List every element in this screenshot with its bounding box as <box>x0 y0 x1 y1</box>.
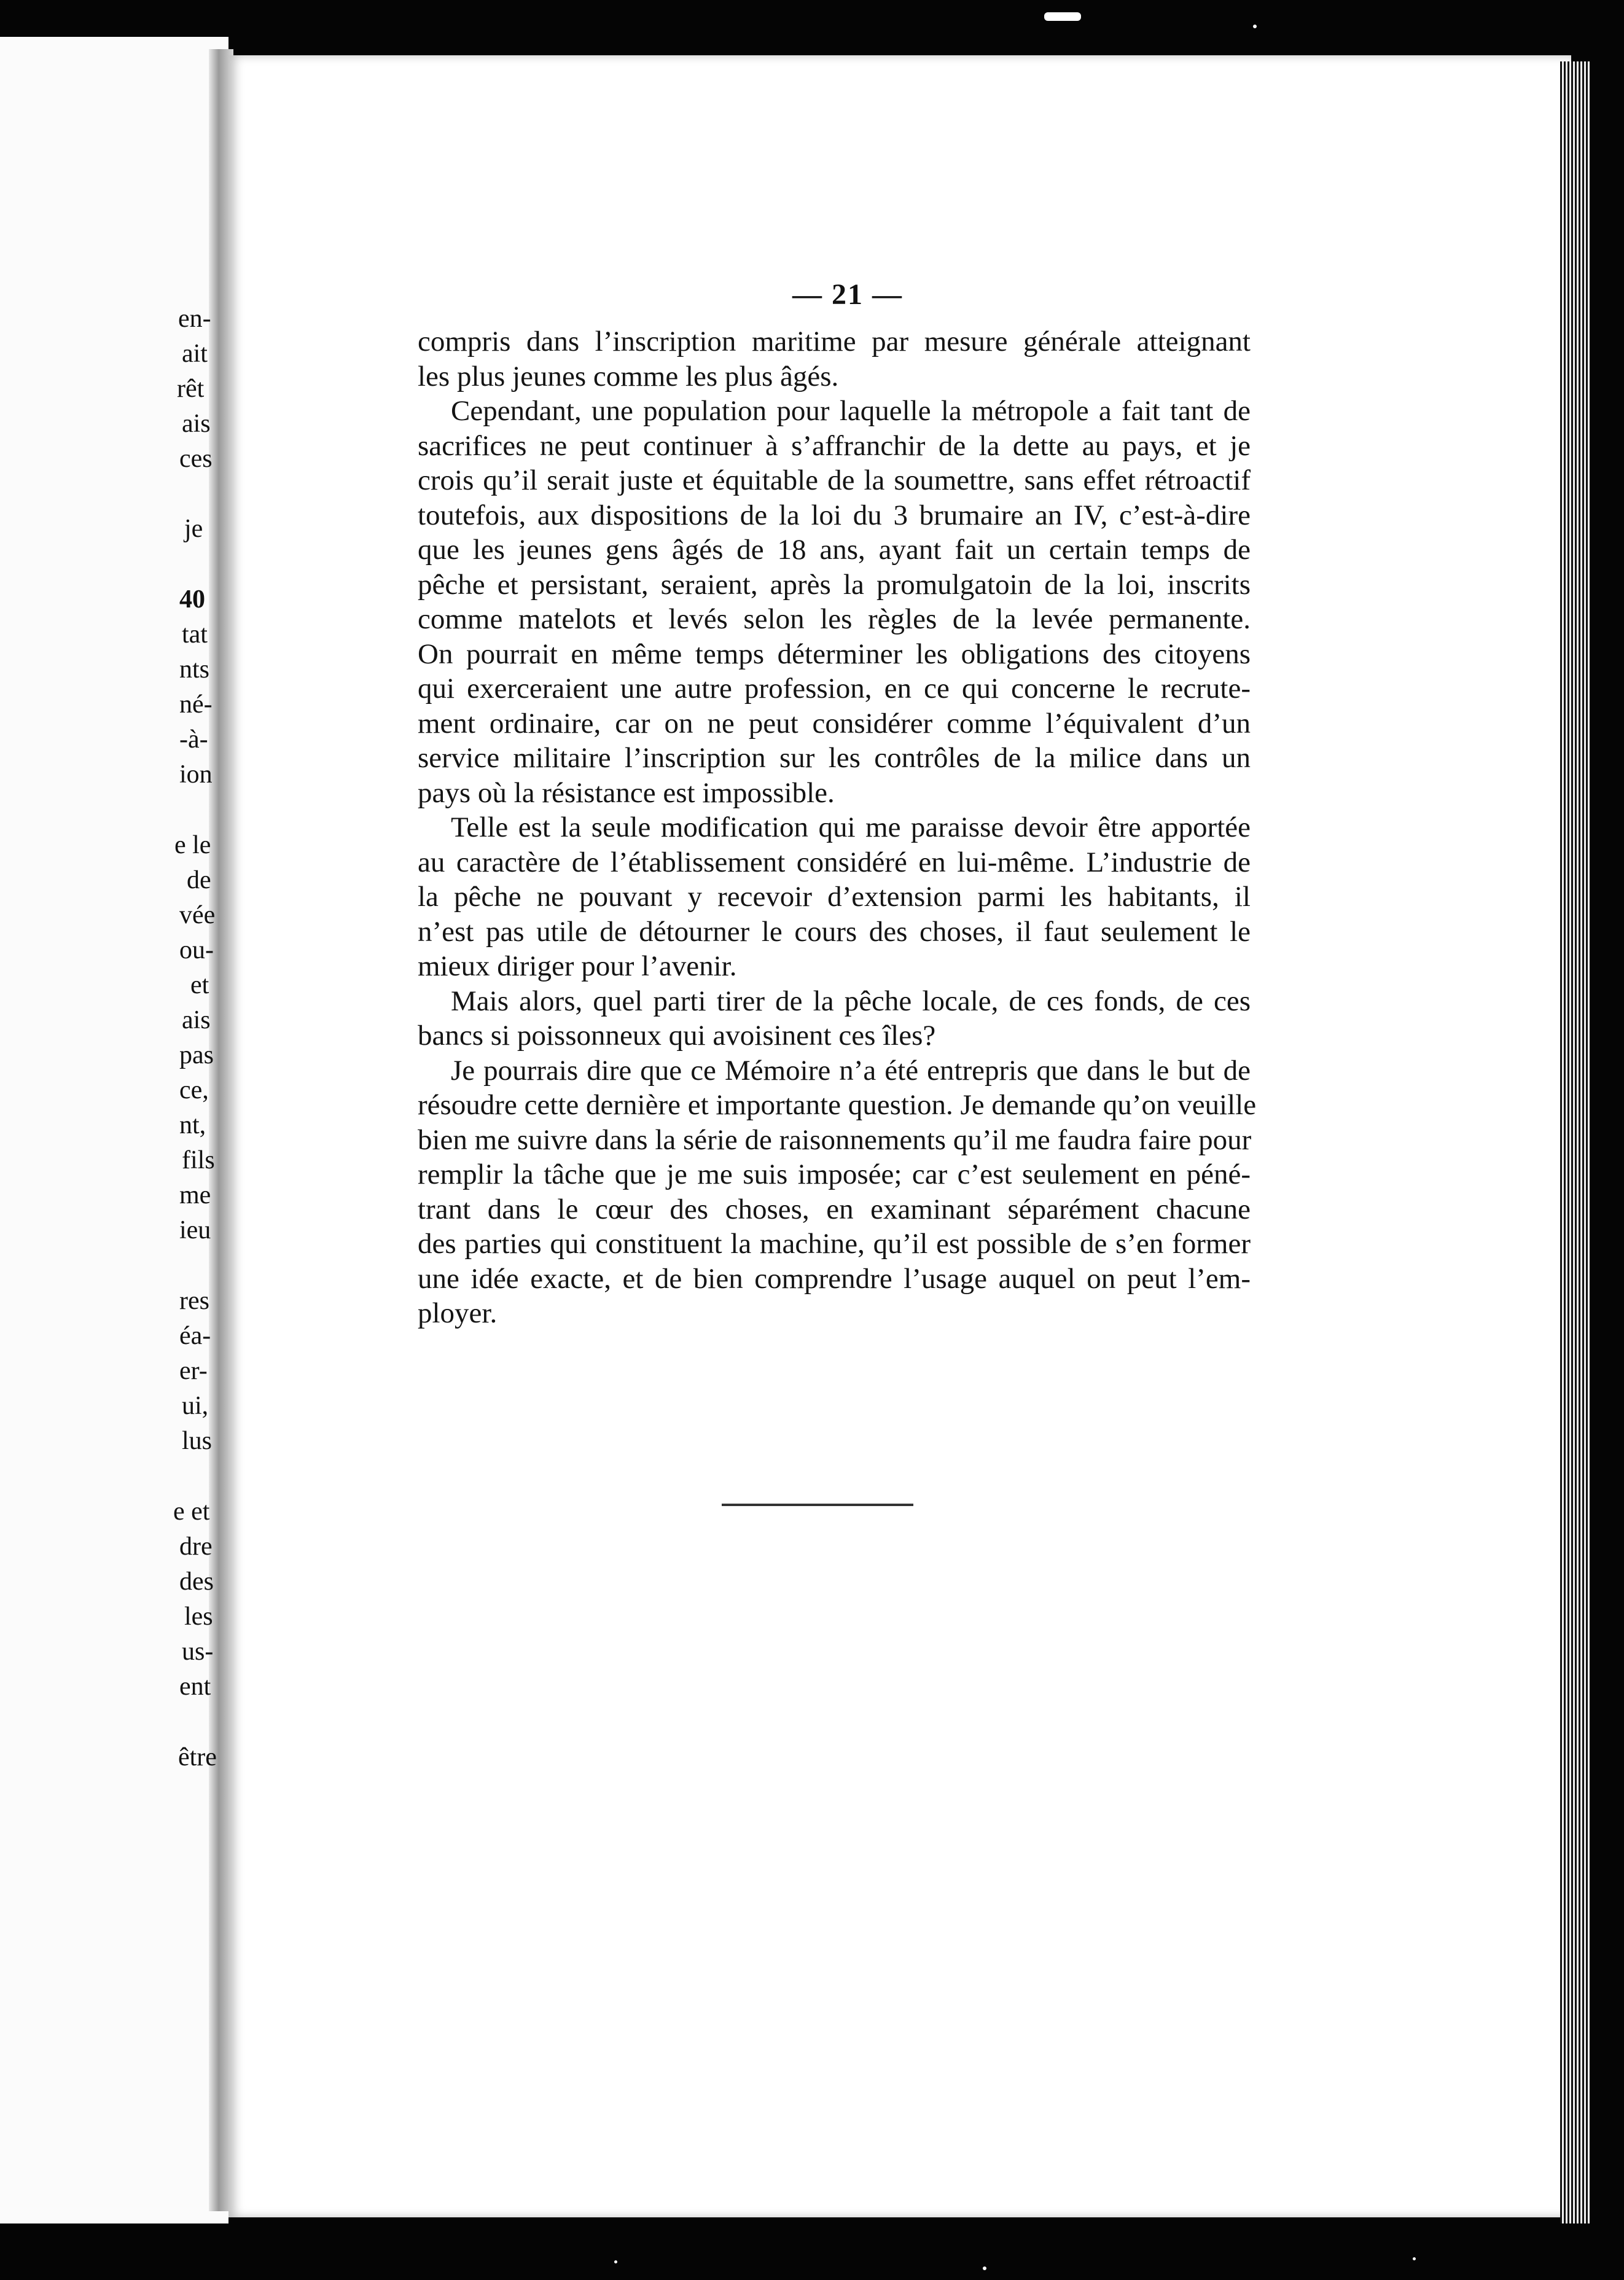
left-fragment: ais <box>182 410 211 438</box>
left-fragment: ent <box>179 1673 211 1701</box>
left-fragment: 40 <box>179 585 205 614</box>
text-line: Cependant, une population pour laquelle la métropole a fait tant de <box>451 395 1251 427</box>
body-text <box>418 324 1257 1331</box>
scan-speck <box>1044 12 1081 21</box>
left-fragment: ieu <box>179 1216 211 1244</box>
text-line: mieux diriger pour l’avenir. <box>418 950 737 982</box>
text-line: sacrifices ne peut continuer à s’affranchir de la dette au pays, et je <box>418 429 1251 462</box>
left-fragment: ui, <box>182 1392 209 1420</box>
left-fragment: us- <box>182 1638 214 1666</box>
page-edges <box>1560 61 1590 2223</box>
text-line: les plus jeunes comme les plus âgés. <box>418 360 839 392</box>
left-fragment: dre <box>179 1532 213 1561</box>
text-line: bien me suivre dans la série de raisonnements qu’il me faudra faire pour <box>418 1123 1252 1156</box>
left-fragment: vée <box>179 901 216 929</box>
left-fragment: ion <box>179 760 213 789</box>
text-line: remplir la tâche que je me suis imposée; car c’est seulement en péné- <box>418 1158 1251 1190</box>
scan-speck <box>1253 25 1257 28</box>
left-fragment: e le <box>174 831 211 859</box>
text-line: résoudre cette dernière et importante question. Je demande qu’on veuille <box>418 1089 1257 1121</box>
text-line: Telle est la seule modification qui me paraisse devoir être apportée <box>451 811 1251 843</box>
page-number: — 21 — <box>792 278 903 311</box>
left-fragment: ou- <box>179 936 214 964</box>
text-line: crois qu’il serait juste et équitable de la soumettre, sans effet rétroactif <box>418 464 1251 496</box>
text-line: une idée exacte, et de bien comprendre l’usage auquel on peut l’em- <box>418 1262 1251 1295</box>
scan-speck <box>1413 2257 1416 2260</box>
text-line: comme matelots et levés selon les règles de la levée permanente. <box>418 603 1251 635</box>
text-line: n’est pas utile de détourner le cours des choses, il faut seulement le <box>418 915 1251 948</box>
text-line: la pêche ne pouvant y recevoir d’extension parmi les habitants, il <box>418 881 1251 913</box>
left-fragment: me <box>179 1181 211 1209</box>
text-line: bancs si poissonneux qui avoisinent ces îles? <box>418 1020 936 1052</box>
left-fragment: ces <box>179 445 213 473</box>
text-line: ployer. <box>418 1297 498 1329</box>
text-line: pêche et persistant, seraient, après la promulgatoin de la loi, inscrits <box>418 568 1251 601</box>
scan-speck <box>983 2266 986 2270</box>
left-fragment: ce, <box>179 1076 209 1104</box>
text-line: trant dans le cœur des choses, en examinant séparément chacune <box>418 1193 1251 1225</box>
text-line: pays où la résistance est impossible. <box>418 776 835 809</box>
left-fragment: lus <box>182 1427 213 1455</box>
left-fragment: de <box>187 866 211 894</box>
left-fragment: être <box>178 1743 217 1771</box>
left-fragment: nt, <box>179 1111 206 1139</box>
text-line: ment ordinaire, car on ne peut considérer comme l’équivalent d’un <box>418 707 1251 740</box>
left-fragment: nts <box>179 655 210 684</box>
text-line: compris dans l’inscription maritime par mesure générale atteignant <box>418 326 1251 357</box>
text-line: Je pourrais dire que ce Mémoire n’a été entrepris que dans le but de <box>451 1054 1251 1087</box>
left-fragment: en- <box>178 305 211 333</box>
left-fragment: des <box>179 1568 214 1596</box>
left-fragment: pas <box>179 1041 214 1069</box>
left-fragment: tat <box>182 620 208 649</box>
scan-speck <box>614 2260 617 2263</box>
left-fragment: je <box>184 515 203 543</box>
left-fragment: er- <box>179 1357 208 1385</box>
left-fragment: rêt <box>177 375 205 403</box>
text-line: au caractère de l’établissement considéré en lui-même. L’industrie de <box>418 846 1251 878</box>
text-line: toutefois, aux dispositions de la loi du 3 brumaire an IV, c’est-à-dire <box>418 499 1251 531</box>
left-fragment: e et <box>173 1497 210 1526</box>
text-line: des parties qui constituent la machine, qu’il est possible de s’en former <box>418 1228 1251 1260</box>
left-fragment: -à- <box>179 725 208 754</box>
text-line: qui exerceraient une autre profession, en ce qui concerne le recrute- <box>418 673 1251 705</box>
text-line: Mais alors, quel parti tirer de la pêche locale, de ces fonds, de ces <box>451 985 1251 1017</box>
left-fragment: les <box>184 1603 213 1631</box>
left-fragment: fils <box>182 1146 215 1174</box>
text-line: On pourrait en même temps déterminer les obligations des citoyens <box>418 638 1251 670</box>
left-fragment: éa- <box>179 1322 211 1350</box>
text-line: service militaire l’inscription sur les contrôles de la milice dans un <box>418 742 1251 774</box>
left-fragment: né- <box>179 690 213 719</box>
left-fragment: et <box>190 971 209 999</box>
left-fragment: res <box>179 1287 209 1315</box>
left-fragment: ait <box>182 340 208 368</box>
left-fragment: ais <box>182 1006 211 1034</box>
text-line: que les jeunes gens âgés de 18 ans, ayant fait un certain temps de <box>418 534 1251 566</box>
end-rule-divider <box>722 1504 913 1506</box>
